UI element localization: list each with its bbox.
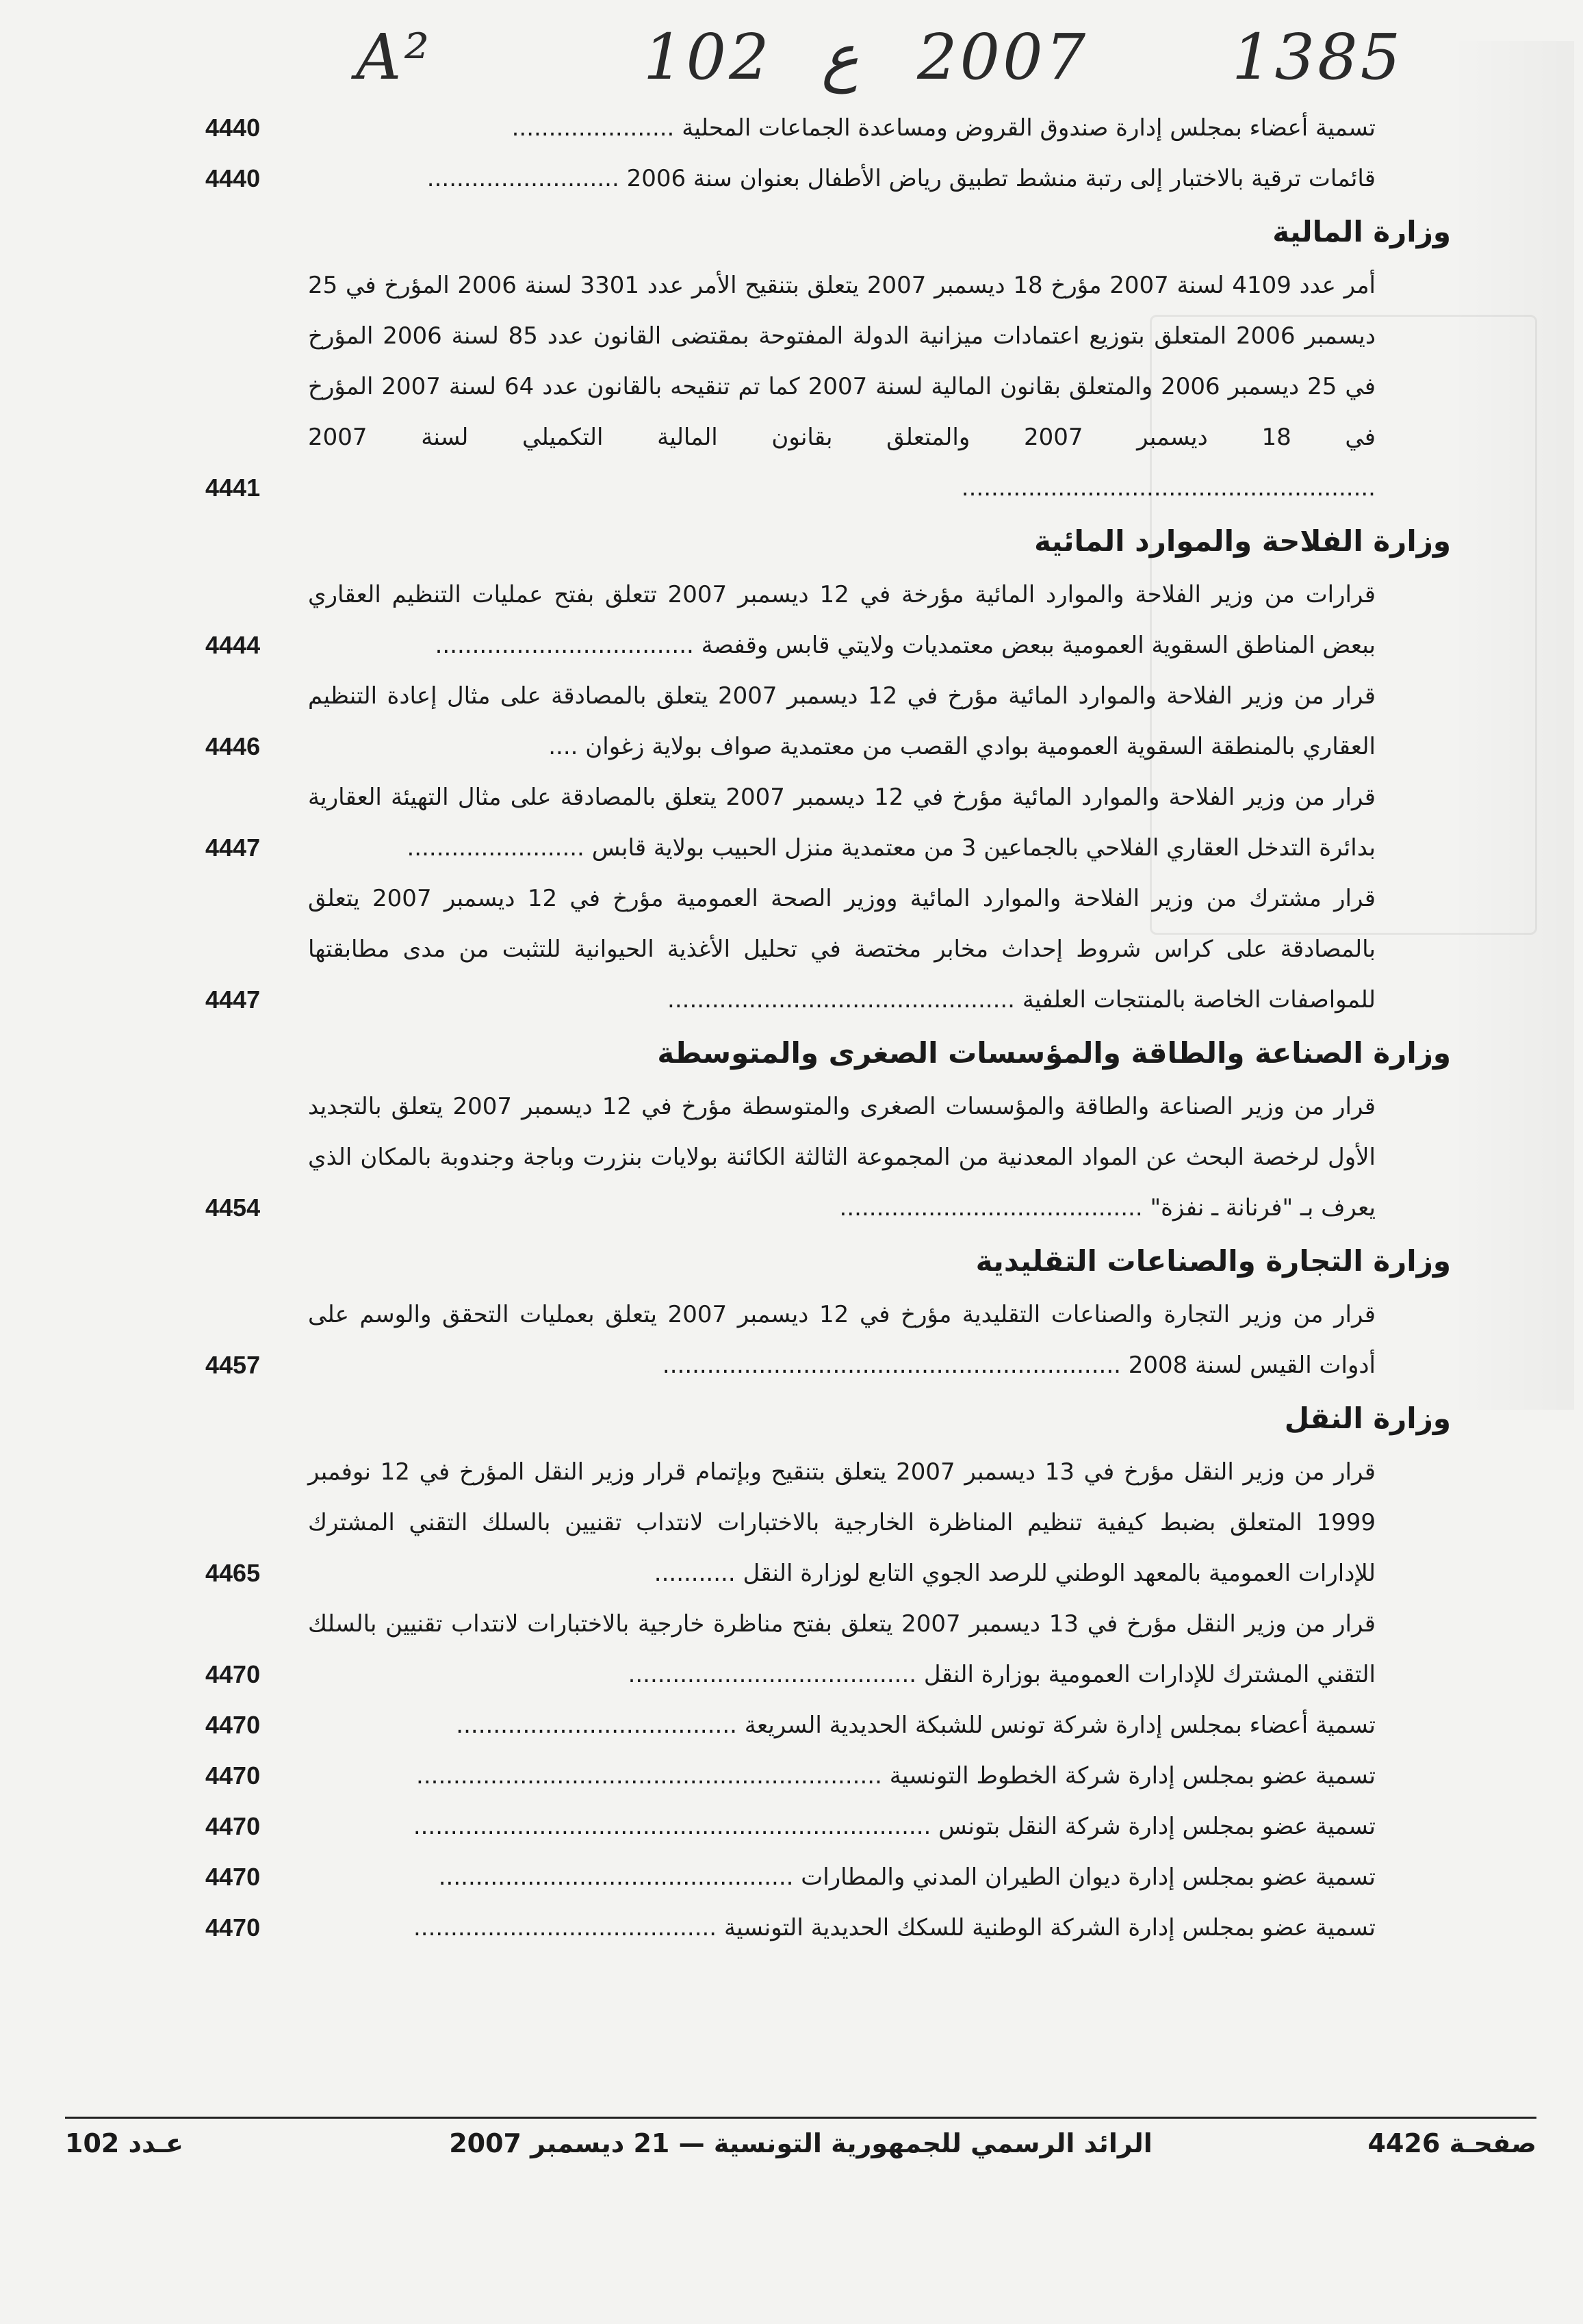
toc-page-number: 4441 [205, 474, 261, 502]
toc-page-number: 4470 [205, 1761, 261, 1790]
toc-entry [205, 153, 1376, 204]
toc-page-number: 4457 [205, 1351, 261, 1379]
toc-entry-text: قرار من وزير الفلاحة والموارد المائية مؤرخ في 12 ديسمبر 2007 يتعلق بالمصادقة على مثال إعادة التنظيم العقاري بالمنطقة السقوية العمومية بوادي القصب من معتمدية صواف بولاية زغوان [308, 682, 1376, 760]
toc-entry [205, 260, 1376, 513]
toc-page-number: 4470 [205, 1711, 261, 1739]
toc-leader-dots: ...................................................................... [413, 1813, 931, 1840]
handwritten-ain: ع [821, 21, 859, 94]
table-of-contents [205, 103, 1451, 1953]
section-title-industry: وزارة الصناعة والطاقة والمؤسسات الصغرى والمتوسطة [657, 1036, 1451, 1070]
toc-entry-text: تسمية أعضاء بمجلس إدارة شركة تونس للشبكة الحديدية السريعة [744, 1712, 1376, 1739]
handwritten-102: 102 [643, 21, 772, 94]
toc-entry-text: تسمية عضو بمجلس إدارة ديوان الطيران المدني والمطارات [801, 1863, 1376, 1891]
toc-page-number: 4470 [205, 1812, 261, 1840]
toc-leader-dots: ......................................... [413, 1914, 717, 1941]
toc-entry [205, 569, 1376, 671]
toc-entry-text: قرارات من وزير الفلاحة والموارد المائية مؤرخة في 12 ديسمبر 2007 تتعلق بفتح عمليات التنظيم العقاري ببعض المناطق السقوية العمومية ببعض معتمديات ولايتي قابس وقفصة [308, 581, 1376, 659]
toc-page-number: 4454 [205, 1193, 261, 1222]
toc-leader-dots: .......................... [426, 165, 619, 192]
section-title-agriculture: وزارة الفلاحة والموارد المائية [1034, 524, 1451, 558]
toc-entry [205, 1751, 1376, 1801]
handwritten-1385: 1385 [1232, 21, 1404, 94]
toc-entry [205, 1447, 1376, 1599]
toc-page-number: 4447 [205, 985, 261, 1013]
toc-entry-text: تسمية عضو بمجلس إدارة الشركة الوطنية للسكك الحديدية التونسية [723, 1914, 1376, 1941]
handwritten-2007: 2007 [917, 21, 1089, 94]
toc-entry [205, 1289, 1376, 1391]
toc-entry [205, 103, 1376, 153]
toc-entry-text: تسمية عضو بمجلس إدارة شركة الخطوط التونسية [889, 1762, 1376, 1790]
toc-leader-dots: ........................ [407, 834, 584, 862]
toc-entry [205, 772, 1376, 873]
toc-page-number: 4465 [205, 1559, 261, 1587]
toc-entry [205, 671, 1376, 772]
toc-leader-dots: ................................................ [438, 1863, 794, 1891]
toc-entry [205, 1852, 1376, 1902]
toc-leader-dots: ........... [654, 1560, 736, 1587]
toc-page-number: 4447 [205, 834, 261, 862]
toc-leader-dots: ................................... [435, 632, 694, 659]
footer-page-label: صفحـة 4426 [1367, 2128, 1536, 2158]
toc-entry-text: قائمات ترقية بالاختبار إلى رتبة منشط تطبيق رياض الأطفال بعنوان سنة 2006 [626, 165, 1376, 192]
toc-leader-dots: ...................... [511, 114, 675, 142]
section-title-finance: وزارة المالية [1272, 215, 1451, 248]
toc-entry-text: قرار من وزير الفلاحة والموارد المائية مؤرخ في 12 ديسمبر 2007 يتعلق بالمصادقة على مثال التهيئة العقارية بدائرة التدخل العقاري الفلاحي بالجماعين 3 من معتمدية منزل الحبيب بولاية قابس [308, 784, 1376, 862]
toc-leader-dots: ......................................... [839, 1194, 1143, 1222]
toc-entry-text: قرار مشترك من وزير الفلاحة والموارد المائية ووزير الصحة العمومية مؤرخ في 12 ديسمبر 2007 يتعلق بالمصادقة على كراس شروط إحداث مخابر مختصة في تحليل الأغذية الحيوانية للتثبت من مدى مطابقتها للمواصفات الخاصة بالمنتجات العلفية [308, 885, 1376, 1013]
section-title-commerce: وزارة التجارة والصناعات التقليدية [975, 1244, 1451, 1278]
toc-entry-text: قرار من وزير الصناعة والطاقة والمؤسسات الصغرى والمتوسطة مؤرخ في 12 ديسمبر 2007 يتعلق بالتجديد الأول لرخصة البحث عن المواد المعدنية من المجموعة الثالثة الكائنة بولايات بنزرت وباجة وجندوبة بالمكان الذي يعرف بـ "فرنانة ـ نفزة" [308, 1093, 1376, 1222]
section-title-transport: وزارة النقل [1284, 1402, 1451, 1435]
toc-entry [205, 1081, 1376, 1233]
toc-entry [205, 873, 1376, 1025]
toc-entry [205, 1801, 1376, 1852]
toc-entry-text: قرار من وزير النقل مؤرخ في 13 ديسمبر 2007 يتعلق بفتح مناظرة خارجية بالاختبارات لانتداب تقنيين بالسلك التقني المشترك للإدارات العمومية بوزارة النقل [308, 1610, 1376, 1688]
toc-entry [205, 1902, 1376, 1953]
toc-entry-text: قرار من وزير التجارة والصناعات التقليدية مؤرخ في 12 ديسمبر 2007 يتعلق بعمليات التحقق والوسم على أدوات القيس لسنة 2008 [308, 1301, 1376, 1379]
toc-entry-text: تسمية عضو بمجلس إدارة شركة النقل بتونس [938, 1813, 1376, 1840]
toc-page-number: 4440 [205, 114, 261, 142]
toc-page-number: 4440 [205, 164, 261, 192]
toc-leader-dots: .... [548, 733, 578, 760]
toc-page-number: 4470 [205, 1913, 261, 1941]
toc-leader-dots: .............................................................. [662, 1352, 1121, 1379]
toc-entry-text: تسمية أعضاء بمجلس إدارة صندوق القروض ومساعدة الجماعات المحلية [682, 114, 1376, 142]
toc-page-number: 4470 [205, 1863, 261, 1891]
toc-leader-dots: ............................................................... [416, 1762, 882, 1790]
toc-entry-text: قرار من وزير النقل مؤرخ في 13 ديسمبر 2007 يتعلق بتنقيح وبإتمام قرار وزير النقل المؤرخ في 12 نوفمبر 1999 المتعلق بضبط كيفية تنظيم المناظرة الخارجية بالاختبارات لانتداب تقنيين بالسلك التقني المشترك للإدارات العمومية بالمعهد الوطني للرصد الجوي التابع لوزارة النقل [308, 1458, 1376, 1587]
page-footer [65, 2128, 1536, 2176]
footer-journal-title: الرائد الرسمي للجمهورية التونسية — 21 ديسمبر 2007 [449, 2128, 1153, 2158]
handwritten-a2: A² [356, 21, 433, 94]
footer-issue-number: عـدد 102 [65, 2128, 183, 2158]
toc-leader-dots: ............................................... [667, 986, 1015, 1013]
toc-leader-dots: ....................................... [628, 1661, 917, 1688]
toc-entry-text: أمر عدد 4109 لسنة 2007 مؤرخ 18 ديسمبر 2007 يتعلق بتنقيح الأمر عدد 3301 لسنة 2006 المؤرخ في 25 ديسمبر 2006 المتعلق بتوزيع اعتمادات ميزانية الدولة المفتوحة بمقتضى القانون عدد 85 لسنة 2006 المؤرخ في 25 ديسمبر 2006 والمتعلق بقانون المالية لسنة 2007 كما تم تنقيحه بالقانون عدد 64 لسنة 2007 المؤرخ في 18 ديسمبر 2007 والمتعلق بقانون المالية التكميلي لسنة 2007 [308, 272, 1376, 451]
toc-leader-dots: ........................................................ [961, 474, 1376, 502]
toc-page-number: 4446 [205, 732, 261, 760]
toc-page-number: 4470 [205, 1660, 261, 1688]
handwritten-annotation [356, 21, 1451, 96]
toc-page-number: 4444 [205, 631, 261, 659]
toc-leader-dots: ...................................... [456, 1712, 737, 1739]
footer-divider [65, 2117, 1536, 2119]
toc-entry [205, 1599, 1376, 1700]
toc-entry [205, 1700, 1376, 1751]
